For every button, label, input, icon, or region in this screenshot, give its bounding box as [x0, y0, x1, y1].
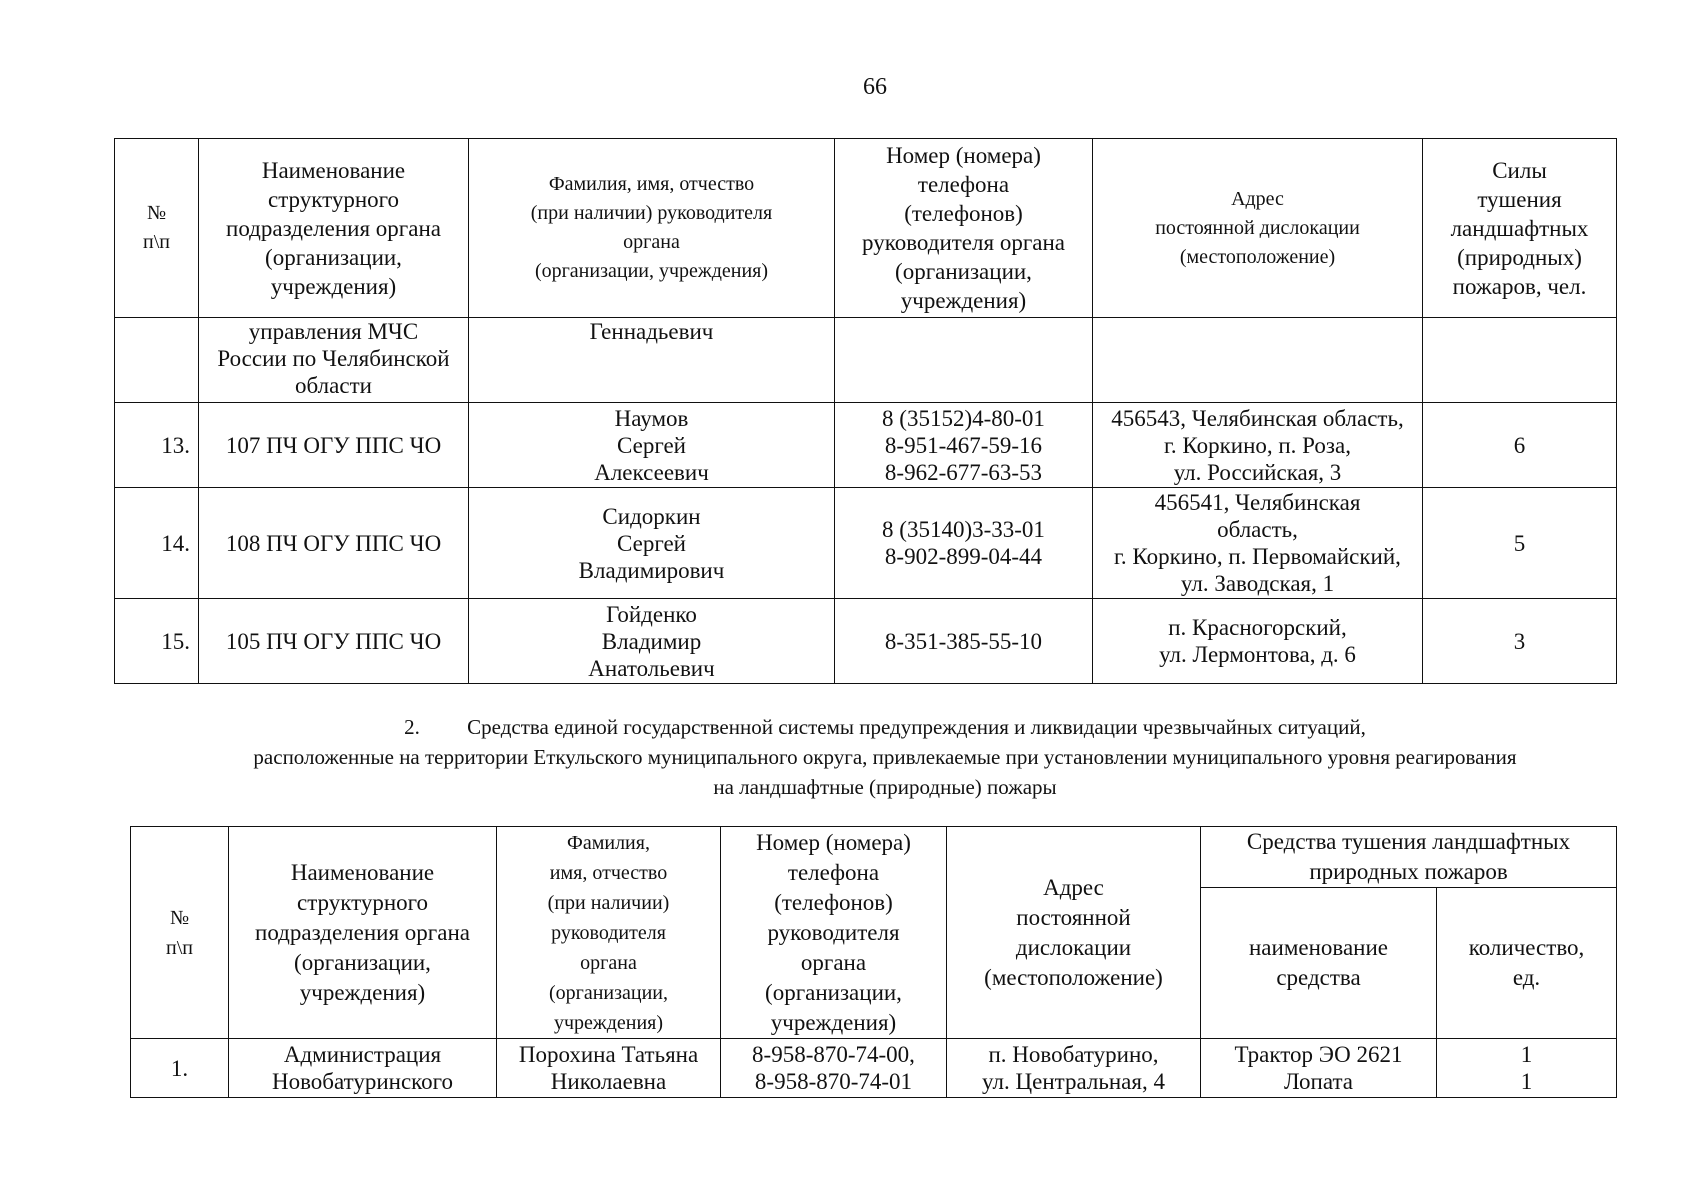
unit-name-cell [199, 488, 469, 599]
address-cell-line: ул. Заводская, 1 [1180, 571, 1335, 596]
header-line: подразделения органа [226, 215, 441, 241]
header-line: Фамилия, имя, отчество [548, 173, 755, 195]
header-forces [1423, 139, 1617, 318]
header-line: п\п [143, 231, 170, 253]
header-line: телефона [917, 172, 1010, 197]
phone-cell [835, 318, 1093, 403]
header-line: органа [580, 951, 637, 974]
section-title-line-3: на ландшафтные (природные) пожары [713, 775, 1057, 799]
head-name-cell-line: Владимир [601, 628, 702, 654]
header-line: (организации, [265, 244, 402, 270]
unit-name-cell-line: России по Челябинской [217, 346, 450, 371]
phone-cell-line: 8-958-870-74-00, [752, 1042, 915, 1067]
header-line: постоянной [1016, 904, 1131, 930]
header-line: имя, отчество [549, 861, 668, 884]
means-qty-cell [1437, 1039, 1617, 1098]
head-name-cell-line: Сергей [617, 432, 686, 458]
header-line: (природных) [1457, 244, 1582, 270]
unit-name-cell-line: Администрация [283, 1042, 442, 1067]
forces-cell: 5 [1423, 488, 1617, 599]
phone-cell [835, 403, 1093, 488]
table-row [115, 599, 1617, 684]
address-cell [1093, 403, 1423, 488]
header-line: (при наличии) руководителя [530, 202, 773, 224]
unit-name-cell-line: 107 ПЧ ОГУ ППС ЧО [225, 432, 442, 458]
header-line: руководителя [767, 919, 900, 945]
phone-cell-line: 8 (35140)3-33-01 [882, 517, 1045, 542]
phone-cell [721, 1039, 947, 1098]
unit-name-cell [199, 599, 469, 684]
head-name-cell [469, 488, 835, 599]
header-phone [835, 139, 1093, 318]
header-line: Силы [1492, 157, 1547, 183]
header-line: органа [800, 949, 867, 975]
header-line: органа [623, 231, 680, 253]
unit-name-cell [199, 403, 469, 488]
address-cell-line: 456543, Челябинская область, [1111, 405, 1404, 431]
header-line: учреждения) [553, 1011, 664, 1034]
header-line: (местоположение) [1179, 245, 1336, 268]
table-row [131, 1039, 1617, 1098]
address-cell-line: ул. Центральная, 4 [982, 1069, 1165, 1094]
table-firefighting-means [130, 826, 1617, 1098]
table-row [115, 488, 1617, 599]
header-line: Адрес [1231, 187, 1284, 210]
header-line: № [146, 202, 167, 224]
header-line: Наименование [290, 859, 435, 885]
header-line: (организации, [765, 979, 902, 1005]
header-line: п\п [166, 936, 193, 959]
head-name-cell [469, 403, 835, 488]
header-line: тушения [1477, 186, 1562, 212]
header-line: (организации, [895, 259, 1032, 284]
head-name-cell [469, 599, 835, 684]
address-cell [1093, 318, 1423, 403]
header-line: Фамилия, [567, 831, 650, 854]
header-address [947, 827, 1201, 1039]
head-name-cell-line: Геннадьевич [589, 319, 714, 344]
header-line: телефона [787, 859, 880, 885]
header-means-group [1201, 827, 1617, 888]
header-line: (организации, учреждения) [534, 260, 769, 282]
means-name-cell [1201, 1039, 1437, 1098]
header-line: учреждения) [900, 288, 1027, 313]
header-line: наименование [1249, 935, 1388, 960]
section-title-line-2: расположенные на территории Еткульского муниципального округа, привлекаемые при установлении муниципального уровня реагирования [253, 745, 1517, 769]
phone-cell-line: 8-962-677-63-53 [884, 459, 1043, 485]
header-head-name [497, 827, 721, 1039]
header-line: средства [1276, 965, 1361, 990]
address-cell-line: область, [1217, 517, 1298, 542]
header-unit-name [199, 139, 469, 318]
unit-name-cell-line: Новобатуринского [271, 1069, 454, 1094]
header-line: (при наличии) [547, 891, 670, 914]
row-number: 14. [115, 488, 199, 599]
header-line: учреждения) [299, 979, 426, 1005]
section-heading-line [148, 712, 1622, 742]
row-number [115, 318, 199, 403]
section-title-line-1: Средства единой государственной системы предупреждения и ликвидации чрезвычайных ситуаций, [467, 715, 1366, 739]
header-line: Номер (номера) [756, 829, 911, 855]
unit-name-cell-line: 108 ПЧ ОГУ ППС ЧО [225, 530, 442, 556]
header-line: количество, [1468, 935, 1585, 960]
address-cell-line: г. Коркино, п. Роза, [1164, 432, 1351, 458]
head-name-cell-line: Владимирович [578, 557, 725, 583]
header-line: (телефонов) [774, 889, 893, 915]
table-header-row [115, 139, 1617, 318]
table-header-row [131, 827, 1617, 888]
header-line: Наименование [261, 157, 406, 183]
means-name-cell-line: Трактор ЭО 2621 [1234, 1042, 1403, 1067]
head-name-cell-line: Порохина Татьяна [518, 1042, 699, 1067]
header-line: (местоположение) [984, 964, 1163, 990]
address-cell-line: 456541, Челябинская [1154, 490, 1361, 515]
head-name-cell-line: Алексеевич [594, 459, 709, 485]
head-name-cell [469, 318, 835, 403]
address-cell-line: п. Красногорский, [1168, 615, 1347, 640]
section-number: 2. [404, 715, 420, 739]
header-line: структурного [267, 186, 400, 212]
unit-name-cell-line: управления МЧС [248, 319, 419, 344]
phone-cell-line: 8-902-899-04-44 [884, 544, 1043, 569]
header-num [131, 827, 229, 1039]
address-cell-line: г. Коркино, п. Первомайский, [1114, 544, 1401, 569]
header-address [1093, 139, 1423, 318]
header-line: № [169, 906, 190, 929]
header-line: руководителя органа [862, 230, 1065, 255]
forces-cell: 6 [1423, 403, 1617, 488]
header-means-name [1201, 888, 1437, 1039]
header-line: ландшафтных [1450, 215, 1589, 241]
forces-cell: 3 [1423, 599, 1617, 684]
phone-cell [835, 599, 1093, 684]
address-cell-line: ул. Лермонтова, д. 6 [1159, 642, 1356, 667]
header-line: руководителя [551, 921, 666, 944]
forces-cell [1423, 318, 1617, 403]
row-number: 15. [115, 599, 199, 684]
table-row [115, 318, 1617, 403]
header-line: (организации, [548, 981, 669, 1004]
phone-cell-line: 8 (35152)4-80-01 [882, 405, 1045, 431]
header-line: пожаров, чел. [1452, 273, 1587, 299]
header-line: ед. [1512, 965, 1541, 990]
table-row [115, 403, 1617, 488]
means-name-cell-line: Лопата [1284, 1069, 1353, 1094]
head-name-cell-line: Гойденко [606, 601, 697, 627]
phone-cell-line: 8-351-385-55-10 [884, 628, 1043, 654]
address-cell [1093, 599, 1423, 684]
head-name-cell-line: Николаевна [550, 1069, 667, 1094]
header-line: структурного [296, 889, 429, 915]
unit-name-cell-line: 105 ПЧ ОГУ ППС ЧО [225, 628, 442, 654]
head-name-cell [497, 1039, 721, 1098]
header-line: Адрес [1043, 874, 1104, 900]
table-forces-personnel [114, 138, 1617, 684]
head-name-cell-line: Анатольевич [588, 655, 715, 681]
header-phone [721, 827, 947, 1039]
address-cell [1093, 488, 1423, 599]
header-unit-name [229, 827, 497, 1039]
unit-name-cell [229, 1039, 497, 1098]
header-means-qty [1437, 888, 1617, 1039]
address-cell [947, 1039, 1201, 1098]
section-heading [148, 712, 1622, 802]
header-line: постоянной дислокации [1155, 216, 1360, 239]
header-line: дислокации [1015, 934, 1132, 960]
header-head-name [469, 139, 835, 318]
header-line: Номер (номера) [886, 143, 1041, 168]
address-cell-line: ул. Российская, 3 [1173, 459, 1342, 485]
means-qty-cell-line: 1 [1520, 1042, 1533, 1067]
phone-cell-line: 8-951-467-59-16 [884, 432, 1043, 458]
phone-cell [835, 488, 1093, 599]
head-name-cell-line: Наумов [614, 405, 689, 431]
means-qty-cell-line: 1 [1520, 1069, 1533, 1094]
head-name-cell-line: Сергей [617, 530, 686, 556]
row-number: 13. [115, 403, 199, 488]
header-line: Средства тушения ландшафтных [1246, 829, 1571, 854]
unit-name-cell [199, 318, 469, 403]
header-line: подразделения органа [255, 919, 470, 945]
header-line: учреждения) [770, 1009, 897, 1035]
phone-cell-line: 8-958-870-74-01 [754, 1069, 913, 1094]
row-number: 1. [131, 1039, 229, 1098]
address-cell-line: п. Новобатурино, [988, 1042, 1159, 1067]
head-name-cell-line: Сидоркин [602, 503, 701, 529]
header-line: природных пожаров [1309, 859, 1508, 884]
header-line: (организации, [294, 949, 431, 975]
header-line: учреждения) [270, 273, 397, 299]
unit-name-cell-line: области [295, 373, 372, 398]
header-line: (телефонов) [904, 201, 1023, 226]
header-num [115, 139, 199, 318]
page-number: 66 [863, 74, 887, 100]
